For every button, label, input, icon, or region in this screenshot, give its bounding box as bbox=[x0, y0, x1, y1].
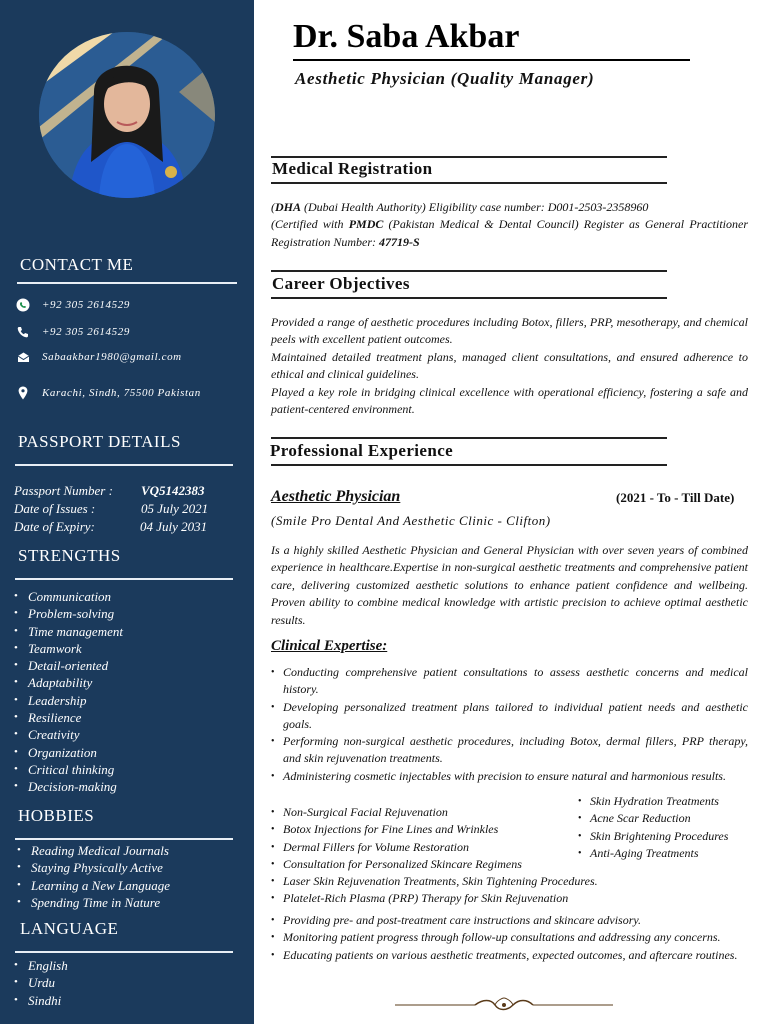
clinical-item: • Educating patients on various aesthetic treatments, expected outcomes, and aftercare routines. bbox=[271, 947, 748, 964]
decorative-divider-ornament bbox=[395, 996, 613, 1014]
passport-number-value: VQ5142383 bbox=[141, 483, 205, 498]
address-text: Karachi, Sindh, 75500 Pakistan bbox=[42, 387, 201, 399]
clinical-item: • Botox Injections for Fine Lines and Wrinkles bbox=[271, 821, 651, 838]
whatsapp-number[interactable]: +92 305 2614529 bbox=[42, 299, 130, 311]
job-summary: Is a highly skilled Aesthetic Physician and General Physician with over seven years of combined experience in healthcare.Expertise in non-surgical aesthetic treatments and comprehensive patient care, delivering customized aesthetic solutions to enhance patient confidence and wellbeing. Proven ability to combine medical knowledge with artistic precision to achieve optimal aesthetic results. bbox=[271, 543, 748, 627]
dha-detail: (Dubai Health Authority) Eligibility case number: D001-2503-2358960 bbox=[301, 200, 649, 214]
passport-expiry-value: 04 July 2031 bbox=[140, 519, 208, 534]
contact-address bbox=[16, 386, 201, 400]
sidebar bbox=[0, 0, 254, 1024]
language-heading: LANGUAGE bbox=[20, 919, 119, 938]
objectives-bottom-line bbox=[271, 297, 667, 299]
clinical-item: • Consultation for Personalized Skincare Regimens bbox=[271, 856, 651, 873]
clinical-item: • Skin Hydration Treatments bbox=[578, 793, 753, 810]
experience-heading: Professional Experience bbox=[270, 441, 454, 460]
name-underline bbox=[293, 59, 690, 61]
objective-paragraph: Provided a range of aesthetic procedures including Botox, fillers, PRP, mesotherapy, and chemical peels with excellent patient outcomes. bbox=[271, 315, 748, 347]
contact-divider bbox=[17, 282, 237, 284]
clinical-item: • Platelet-Rich Plasma (PRP) Therapy for Skin Rejuvenation bbox=[271, 890, 651, 907]
passport-divider bbox=[15, 464, 233, 466]
hobbies-heading: HOBBIES bbox=[18, 806, 95, 825]
contact-phone bbox=[16, 325, 130, 339]
job-position-title: Aesthetic Physician bbox=[271, 488, 401, 505]
strengths-heading: STRENGTHS bbox=[18, 546, 121, 565]
strength-item: • Critical thinking bbox=[14, 761, 123, 778]
passport-heading: PASSPORT DETAILS bbox=[18, 432, 181, 451]
hobby-item: • Staying Physically Active bbox=[17, 859, 170, 876]
language-list bbox=[14, 957, 68, 1009]
clinical-item: • Anti-Aging Treatments bbox=[578, 845, 753, 862]
objective-paragraph: Played a key role in bridging clinical excellence with operational efficiency, fostering a safe and patient-centered environment. bbox=[271, 384, 748, 417]
strengths-list bbox=[14, 588, 123, 796]
passport-expiry-label: Date of Expiry: bbox=[14, 519, 95, 534]
clinical-item: • Dermal Fillers for Volume Restoration bbox=[271, 839, 651, 856]
strength-item: • Leadership bbox=[14, 692, 123, 709]
clinical-long-list bbox=[271, 664, 748, 785]
strength-item: • Time management bbox=[14, 623, 123, 640]
objectives-heading: Career Objectives bbox=[272, 274, 410, 293]
pmdc-detail: (Pakistan Medical & Dental Council) Register as General Practitioner Registration Number: bbox=[271, 217, 748, 249]
strength-item: • Detail-oriented bbox=[14, 657, 123, 674]
strength-item: • Resilience bbox=[14, 709, 123, 726]
strength-item: • Organization bbox=[14, 744, 123, 761]
experience-bottom-line bbox=[271, 464, 667, 466]
phone-number[interactable]: +92 305 2614529 bbox=[42, 326, 130, 338]
hobby-item: • Spending Time in Nature bbox=[17, 894, 170, 911]
clinical-item: • Acne Scar Reduction bbox=[578, 810, 753, 827]
registration-bottom-line bbox=[271, 182, 667, 184]
strength-item: • Creativity bbox=[14, 726, 123, 743]
strength-item: • Problem-solving bbox=[14, 605, 123, 622]
passport-number-label: Passport Number : bbox=[14, 483, 113, 498]
hobby-item: • Reading Medical Journals bbox=[17, 842, 170, 859]
job-employer: (Smile Pro Dental And Aesthetic Clinic - Clifton) bbox=[271, 513, 551, 528]
registration-text bbox=[271, 199, 748, 251]
registration-top-line bbox=[271, 156, 667, 158]
pmdc-prefix: (Certified with bbox=[271, 217, 349, 232]
contact-heading: CONTACT ME bbox=[20, 255, 134, 274]
dha-label: DHA bbox=[275, 200, 302, 214]
job-subtitle: Aesthetic Physician (Quality Manager) bbox=[295, 69, 595, 88]
clinical-item: • Performing non-surgical aesthetic procedures, including Botox, dermal fillers, PRP therapy, and skin rejuvenation treatments. bbox=[271, 733, 748, 768]
hobby-item: • Learning a New Language bbox=[17, 877, 170, 894]
clinical-expertise-heading: Clinical Expertise: bbox=[271, 638, 388, 654]
objectives-text bbox=[271, 314, 748, 418]
strengths-divider bbox=[15, 578, 233, 580]
clinical-tail-list bbox=[271, 912, 748, 964]
hobbies-divider bbox=[15, 838, 233, 840]
whatsapp-icon bbox=[16, 298, 30, 312]
clinical-item: • Monitoring patient progress through follow-up consultations and addressing any concerns. bbox=[271, 929, 748, 946]
language-item: • Urdu bbox=[14, 974, 68, 991]
clinical-item: • Providing pre- and post-treatment care instructions and skincare advisory. bbox=[271, 912, 748, 929]
pmdc-number: 47719-S bbox=[379, 234, 420, 249]
language-item: • English bbox=[14, 957, 68, 974]
strength-item: • Decision-making bbox=[14, 778, 123, 795]
strength-item: • Communication bbox=[14, 588, 123, 605]
profile-photo-illustration bbox=[39, 32, 215, 198]
strength-item: • Teamwork bbox=[14, 640, 123, 657]
profile-photo bbox=[39, 32, 215, 198]
clinical-item: • Laser Skin Rejuvenation Treatments, Skin Tightening Procedures. bbox=[271, 873, 651, 890]
hobbies-list bbox=[17, 842, 170, 911]
clinical-item: • Developing personalized treatment plans tailored to individual patient needs and aesthetic goals. bbox=[271, 699, 748, 734]
envelope-icon bbox=[16, 350, 30, 364]
phone-icon bbox=[16, 325, 30, 339]
registration-heading: Medical Registration bbox=[272, 159, 433, 178]
dha-open-paren: ( bbox=[271, 200, 275, 214]
passport-issue-label: Date of Issues : bbox=[14, 501, 96, 516]
clinical-item: • Administering cosmetic injectables with precision to ensure natural and harmonious results. bbox=[271, 768, 748, 785]
email-address[interactable]: Sabaakbar1980@gmail.com bbox=[42, 351, 182, 363]
clinical-item: • Conducting comprehensive patient consultations to assess aesthetic concerns and medical history. bbox=[271, 664, 748, 699]
objective-paragraph: Maintained detailed treatment plans, managed client consultations, and ensured adherence to ethical and clinical guidelines. bbox=[271, 349, 748, 382]
objectives-top-line bbox=[271, 270, 667, 272]
strength-item: • Adaptability bbox=[14, 674, 123, 691]
clinical-item: • Skin Brightening Procedures bbox=[578, 828, 753, 845]
clinical-short-list-right bbox=[578, 793, 753, 862]
language-divider bbox=[15, 951, 233, 953]
contact-whatsapp bbox=[16, 298, 130, 312]
contact-email bbox=[16, 350, 182, 364]
passport-issue-value: 05 July 2021 bbox=[141, 501, 209, 516]
clinical-item: • Non-Surgical Facial Rejuvenation bbox=[271, 804, 651, 821]
location-pin-icon bbox=[16, 386, 30, 400]
job-date-range: (2021 - To - Till Date) bbox=[616, 490, 735, 505]
experience-top-line bbox=[271, 437, 667, 439]
pmdc-label: PMDC bbox=[348, 217, 384, 232]
page-title: Dr. Saba Akbar bbox=[293, 18, 520, 55]
language-item: • Sindhi bbox=[14, 992, 68, 1009]
